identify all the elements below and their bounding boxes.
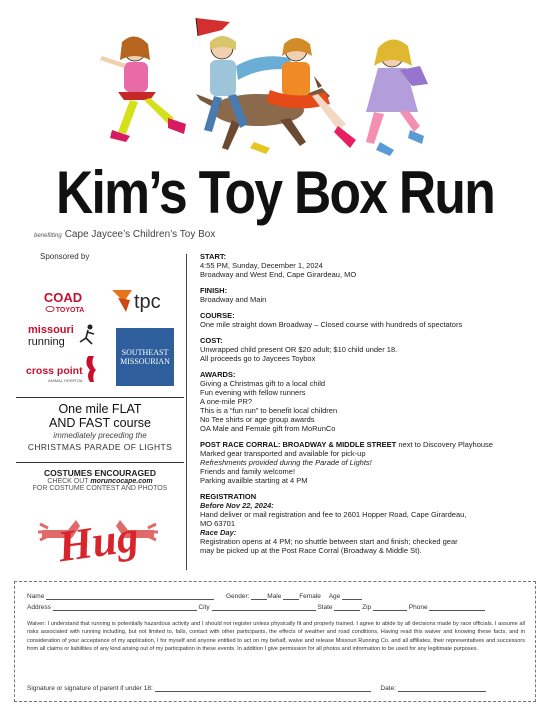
check-out-text: CHECK OUT bbox=[47, 478, 89, 485]
name-field[interactable] bbox=[46, 592, 214, 600]
city-field[interactable] bbox=[212, 603, 316, 611]
registration-sub1: Before Nov 22, 2024: bbox=[200, 501, 274, 510]
female-field[interactable] bbox=[283, 592, 299, 600]
awards-line4: This is a “fun run” to benefit local children bbox=[200, 406, 338, 415]
southeast-missourian-logo bbox=[116, 328, 174, 386]
awards-line5: No Tee shirts or age group awards bbox=[200, 415, 315, 424]
awards-section bbox=[200, 370, 540, 433]
tpc-logo bbox=[110, 288, 180, 314]
event-details bbox=[200, 252, 540, 562]
costumes-line2: FOR COSTUME CONTEST AND PHOTOS bbox=[32, 485, 168, 492]
male-label: Male bbox=[267, 593, 282, 600]
name-label: Name bbox=[27, 593, 45, 600]
zip-field[interactable] bbox=[373, 603, 407, 611]
flat-line2: AND FAST course bbox=[49, 416, 151, 430]
missourian-text: MISSOURIAN bbox=[120, 357, 170, 366]
registration-sub2: Race Day: bbox=[200, 528, 237, 537]
waiver-text: Waiver: I understand that running is potentially hazardous activity and I should not register unless physically fit and properly trained. I agree to abide by all decisions made by race officials. I assume all risks associated with running including, but not limited to, falls, contact with other participants, the effects of weather and road conditions. Having read this waiver and knowing these facts, and in consideration of your acceptance of my application, I for myself and anyone entitled to act on my behalf, waive and release Missouri Running Co. and all affiliates, their representatives and successors from all claims or liabilities of any kind arising out of my participation in these events. In addition I give permission for all photos and information to be used for any legitimate purposes. bbox=[27, 621, 525, 652]
start-line1: 4:55 PM, Sunday, December 1, 2024 bbox=[200, 261, 323, 270]
start-line2: Broadway and West End, Cape Girardeau, MO bbox=[200, 270, 357, 279]
awards-line3: A one-mile PR? bbox=[200, 397, 253, 406]
coad-text: COAD bbox=[43, 290, 83, 305]
finish-heading: FINISH: bbox=[200, 286, 228, 295]
column-divider bbox=[186, 254, 187, 570]
registration-line1: Hand deliver or mail registration and fee to 2601 Hopper Road, Cape Girardeau, bbox=[200, 510, 467, 519]
registration-heading: REGISTRATION bbox=[200, 492, 257, 501]
state-field[interactable] bbox=[334, 603, 360, 611]
date-label: Date: bbox=[380, 685, 396, 692]
date-field[interactable] bbox=[398, 684, 486, 692]
flat-line1: One mile FLAT bbox=[58, 402, 142, 416]
cross-point-logo bbox=[24, 354, 102, 384]
signature-label: Signature or signature of parent if under 18: bbox=[27, 685, 153, 692]
flat-italic: immediately preceding the bbox=[53, 431, 147, 440]
registration-section bbox=[200, 492, 540, 555]
finish-line1: Broadway and Main bbox=[200, 295, 267, 304]
address-field[interactable] bbox=[53, 603, 197, 611]
awards-line1: Giving a Christmas gift to a local child bbox=[200, 379, 326, 388]
awards-line6: OA Male and Female gift from MoRunCo bbox=[200, 424, 336, 433]
form-row-signature bbox=[27, 684, 486, 692]
tpc-text: tpc bbox=[134, 291, 161, 313]
cross-point-text: cross point bbox=[26, 365, 83, 377]
gender-label: Gender: bbox=[225, 593, 250, 600]
costumes-heading: COSTUMES ENCOURAGED bbox=[44, 468, 156, 478]
hug-text: Hug bbox=[54, 511, 142, 572]
start-heading: START: bbox=[200, 252, 227, 261]
corral-heading-suffix: next to Discovery Playhouse bbox=[396, 440, 493, 449]
registration-line4: may be picked up at the Post Race Corral (Broadway & Middle St). bbox=[200, 546, 422, 555]
child-purple bbox=[366, 39, 428, 156]
address-label: Address bbox=[27, 604, 51, 611]
animal-hospital-text: ANIMAL HOSPITAL bbox=[48, 378, 84, 383]
corral-section bbox=[200, 440, 540, 485]
benefit-text: Cape Jaycee’s Children’s Toy Box bbox=[64, 229, 216, 240]
child-pink bbox=[100, 36, 186, 142]
male-field[interactable] bbox=[251, 592, 267, 600]
corral-line3: Friends and family welcome! bbox=[200, 467, 296, 476]
state-label: State bbox=[317, 604, 333, 611]
corral-heading: POST RACE CORRAL: BROADWAY & MIDDLE STREET bbox=[200, 440, 397, 449]
city-label: City bbox=[198, 604, 210, 611]
hug-graphic bbox=[38, 500, 158, 576]
running-children-illustration bbox=[0, 0, 550, 180]
corral-line1: Marked gear transported and available for pick-up bbox=[200, 449, 366, 458]
benefit-prefix: benefitting bbox=[34, 233, 62, 239]
cost-line2: All proceeds go to Jaycees Toybox bbox=[200, 354, 316, 363]
sponsored-by-label: Sponsored by bbox=[40, 252, 90, 261]
southeast-text: SOUTHEAST bbox=[121, 348, 169, 357]
corral-line2: Refreshments provided during the Parade of Lights! bbox=[200, 458, 372, 467]
divider-line bbox=[16, 397, 184, 398]
start-section bbox=[200, 252, 540, 279]
parade-line: CHRISTMAS PARADE OF LIGHTS bbox=[27, 442, 173, 452]
awards-line2: Fun evening with fellow runners bbox=[200, 388, 306, 397]
toyota-text: TOYOTA bbox=[55, 307, 85, 314]
form-row-name bbox=[27, 592, 362, 600]
benefit-line bbox=[34, 229, 215, 240]
zip-label: Zip bbox=[362, 604, 372, 611]
registration-line3: Registration opens at 4 PM; no shuttle between start and finish; checked gear bbox=[200, 537, 458, 546]
event-title: Kim’s Toy Box Run bbox=[55, 159, 495, 226]
coad-toyota-logo bbox=[26, 290, 100, 314]
course-section bbox=[200, 311, 540, 329]
course-heading: COURSE: bbox=[200, 311, 235, 320]
cost-section bbox=[200, 336, 540, 363]
phone-label: Phone bbox=[408, 604, 428, 611]
costumes-block bbox=[16, 468, 184, 492]
age-label: Age bbox=[328, 593, 341, 600]
divider-line bbox=[16, 462, 184, 463]
cost-heading: COST: bbox=[200, 336, 223, 345]
phone-field[interactable] bbox=[429, 603, 485, 611]
costumes-check bbox=[16, 478, 184, 485]
female-label: Female bbox=[299, 593, 321, 600]
finish-section bbox=[200, 286, 540, 304]
missouri-running-logo bbox=[26, 322, 100, 348]
running-text: running bbox=[28, 336, 65, 348]
age-field[interactable] bbox=[342, 592, 362, 600]
form-row-address bbox=[27, 603, 485, 611]
website-link[interactable]: moruncocape.com bbox=[90, 478, 153, 485]
course-line1: One mile straight down Broadway – Closed course with hundreds of spectators bbox=[200, 320, 463, 329]
awards-heading: AWARDS: bbox=[200, 370, 236, 379]
registration-line2: MO 63701 bbox=[200, 519, 236, 528]
corral-heading-line bbox=[200, 440, 540, 449]
corral-line4: Parking availble starting at 4 PM bbox=[200, 476, 308, 485]
missouri-text: missouri bbox=[28, 324, 74, 336]
cost-line1: Unwrapped child present OR $20 adult; $10 child under 18. bbox=[200, 345, 398, 354]
flat-course-block bbox=[16, 402, 184, 452]
registration-form bbox=[14, 581, 536, 702]
signature-field[interactable] bbox=[155, 684, 371, 692]
